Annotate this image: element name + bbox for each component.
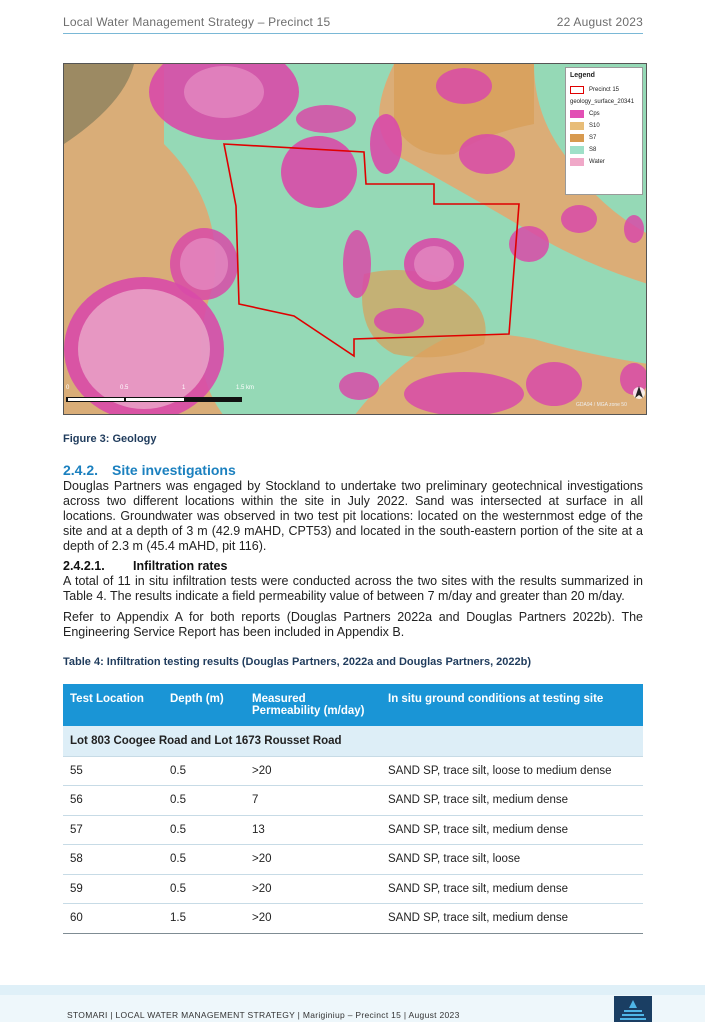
cell-permeability: 13 <box>245 815 381 845</box>
figure-caption: Figure 3: Geology <box>63 433 157 445</box>
table-caption: Table 4: Infiltration testing results (Douglas Partners, 2022a and Douglas Partners, 2022b) <box>63 656 532 668</box>
cell-conditions: SAND SP, trace silt, medium dense <box>381 904 643 934</box>
legend-label: S10 <box>589 123 600 129</box>
cell-location: 57 <box>63 815 163 845</box>
cell-permeability: 7 <box>245 786 381 816</box>
legend-label: S8 <box>589 147 597 153</box>
cell-permeability: >20 <box>245 845 381 875</box>
legend-label: Cps <box>589 111 600 117</box>
cell-location: 60 <box>63 904 163 934</box>
legend-swatch <box>570 134 584 142</box>
cell-permeability: >20 <box>245 874 381 904</box>
cell-location: 55 <box>63 756 163 786</box>
legend-swatch <box>570 158 584 166</box>
scale-1: 1 <box>182 385 186 391</box>
legend-title: Legend <box>570 72 595 79</box>
stomari-logo-icon <box>614 996 652 1022</box>
legend-layer-name: geology_surface_20341 <box>570 99 635 105</box>
legend-item-water <box>570 156 638 168</box>
map-canvas <box>64 64 647 415</box>
col-header-conditions: In situ ground conditions at testing site <box>381 684 643 726</box>
col-header-location: Test Location <box>63 684 163 726</box>
scale-0: 0 <box>66 385 70 391</box>
cell-depth: 0.5 <box>163 786 245 816</box>
legend-swatch <box>570 146 584 154</box>
legend-swatch <box>570 122 584 130</box>
footer-band <box>0 985 705 995</box>
page-header <box>63 14 643 34</box>
footer-text: STOMARI | LOCAL WATER MANAGEMENT STRATEGY | Mariginiup – Precinct 15 | August 2023 <box>67 1010 460 1020</box>
cell-location: 58 <box>63 845 163 875</box>
cell-depth: 0.5 <box>163 874 245 904</box>
legend-swatch <box>570 110 584 118</box>
cell-permeability: >20 <box>245 904 381 934</box>
legend-label: Water <box>589 159 605 165</box>
cell-permeability: >20 <box>245 756 381 786</box>
subsection-number: 2.4.2.1. <box>63 559 105 573</box>
cell-location: 56 <box>63 786 163 816</box>
cell-depth: 0.5 <box>163 845 245 875</box>
table-header-row <box>63 684 643 726</box>
paragraph-site-investigations: Douglas Partners was engaged by Stockland to undertake two preliminary geotechnical investigations across two different locations within the site in July 2022. Sand was intersected at surface in all locations. Groundwater was observed in two test pit locations: located on the westernmost edge of the site and at a depth of 3 m (42.9 mAHD, CPT53) and located in the south-eastern portion of the site at a depth of 2.3 m (45.4 mAHD, pit 116). <box>63 479 643 553</box>
scale-05: 0.5 <box>120 385 129 391</box>
header-title: Local Water Management Strategy – Precinct 15 <box>63 15 331 29</box>
table-row <box>63 874 643 904</box>
legend-label: S7 <box>589 135 597 141</box>
map-legend <box>565 67 643 195</box>
geology-map <box>63 63 647 415</box>
legend-item-s10 <box>570 120 638 132</box>
table-row <box>63 786 643 816</box>
col-header-permeability: Measured Permeability (m/day) <box>245 684 381 726</box>
scale-15: 1.5 km <box>236 385 255 391</box>
table-row <box>63 845 643 875</box>
paragraph-appendix: Refer to Appendix A for both reports (Douglas Partners 2022a and Douglas Partners 2022b). The Engineering Service Report has been included in Appendix B. <box>63 610 643 639</box>
boundary-swatch <box>570 86 584 94</box>
section-title: Site investigations <box>112 462 236 478</box>
table-row <box>63 815 643 845</box>
legend-item-cps <box>570 108 638 120</box>
header-date: 22 August 2023 <box>556 15 643 29</box>
cell-depth: 0.5 <box>163 815 245 845</box>
cell-conditions: SAND SP, trace silt, medium dense <box>381 874 643 904</box>
paragraph-infiltration: A total of 11 in situ infiltration tests were conducted across the two sites with the results summarized in Table 4. The results indicate a field permeability value of between 7 m/day and greater than 20 m/day. <box>63 574 643 603</box>
subsection-title: Infiltration rates <box>133 559 228 573</box>
cell-conditions: SAND SP, trace silt, medium dense <box>381 786 643 816</box>
cell-depth: 1.5 <box>163 904 245 934</box>
col-header-depth: Depth (m) <box>163 684 245 726</box>
cell-conditions: SAND SP, trace silt, medium dense <box>381 815 643 845</box>
cell-location: 59 <box>63 874 163 904</box>
table-group-row <box>63 726 643 756</box>
subsection-heading <box>63 559 227 573</box>
group-label: Lot 803 Coogee Road and Lot 1673 Rousset Road <box>63 726 643 756</box>
cell-conditions: SAND SP, trace silt, loose <box>381 845 643 875</box>
section-heading <box>63 462 236 478</box>
table-row <box>63 904 643 934</box>
crs-label: GDA94 / MGA zone 50 <box>576 402 627 408</box>
section-number: 2.4.2. <box>63 462 99 478</box>
legend-item-s8 <box>570 144 638 156</box>
legend-item-boundary <box>570 84 638 96</box>
legend-item-s7 <box>570 132 638 144</box>
cell-conditions: SAND SP, trace silt, loose to medium dense <box>381 756 643 786</box>
table-row <box>63 756 643 786</box>
cell-depth: 0.5 <box>163 756 245 786</box>
legend-label: Precinct 15 <box>589 87 620 93</box>
infiltration-table <box>63 684 643 934</box>
